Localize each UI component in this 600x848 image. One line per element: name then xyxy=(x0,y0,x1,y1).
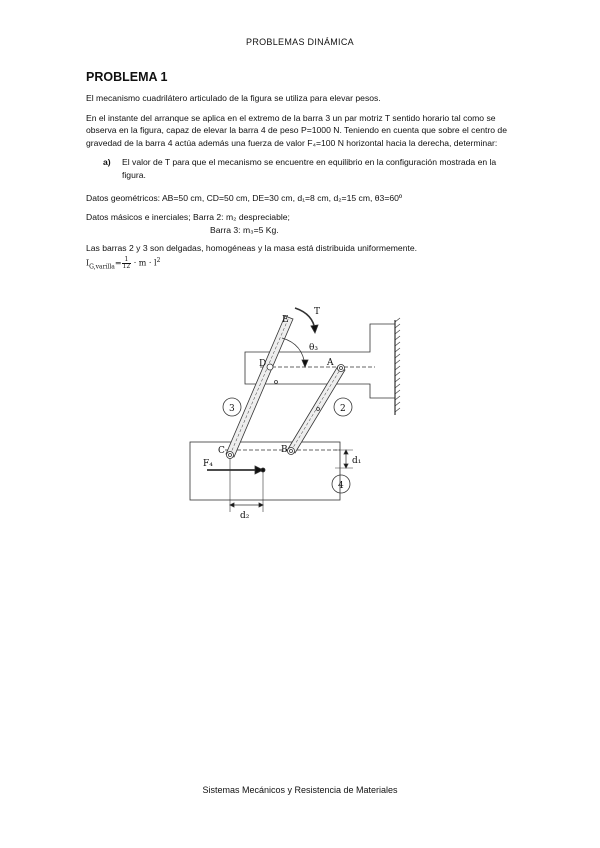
d2-arrow-right xyxy=(259,503,263,507)
question-item-a xyxy=(86,156,516,181)
mass-data-line1: Datos másicos e inerciales; Barra 2: m₂ despreciable; xyxy=(86,212,290,223)
formula-rhs: · m · l xyxy=(133,258,157,268)
label-a: A xyxy=(327,358,334,368)
label-theta: θ₃ xyxy=(309,343,319,353)
d2-arrow-left xyxy=(230,503,234,507)
label-d: D xyxy=(259,359,267,369)
problem-content xyxy=(86,70,516,274)
mechanism-figure xyxy=(185,300,405,530)
page-header: PROBLEMAS DINÁMICA xyxy=(246,37,354,47)
mass-data xyxy=(86,211,516,236)
joint-d xyxy=(267,364,273,370)
label-t: T xyxy=(314,307,321,317)
joint-a xyxy=(338,365,345,372)
formula-lhs: I xyxy=(86,258,90,268)
d1-arrow-top xyxy=(344,450,348,454)
bar3-link xyxy=(226,316,293,457)
bars-note: Las barras 2 y 3 son delgadas, homogéneas y la masa está distribuida uniformemente. xyxy=(86,243,418,254)
item-marker: a) xyxy=(103,157,111,168)
geometric-data: Datos geométricos: AB=50 cm, CD=50 cm, DE=30 cm, d₁=8 cm, d₂=15 cm, θ3=60º xyxy=(86,192,403,203)
problem-title: PROBLEMA 1 xyxy=(86,70,168,84)
label-e: E xyxy=(282,315,289,325)
label-d2: d₂ xyxy=(240,511,250,521)
bar3-centerline xyxy=(230,317,289,455)
label-bar3: 3 xyxy=(229,404,235,414)
label-f4: F₄ xyxy=(203,459,213,469)
intro-paragraph: El mecanismo cuadrilátero articulado de la figura se utiliza para elevar pesos. xyxy=(86,93,381,103)
d1-arrow-bottom xyxy=(344,464,348,468)
label-c: C xyxy=(218,446,225,456)
label-b: B xyxy=(281,445,288,455)
formula-equals: = xyxy=(114,258,122,268)
label-d1: d₁ xyxy=(352,456,362,466)
page-footer: Sistemas Mecánicos y Resistencia de Materiales xyxy=(202,785,398,795)
torque-arrowhead xyxy=(311,325,318,333)
joint-b xyxy=(288,448,295,455)
cg-bar4 xyxy=(261,468,265,472)
formula-fraction xyxy=(122,257,132,270)
wall-hatch xyxy=(395,318,400,412)
mechanism-diagram xyxy=(185,300,405,530)
formula-power: 2 xyxy=(156,256,161,264)
inertia-formula xyxy=(86,255,516,274)
cg-bar3 xyxy=(275,381,278,384)
statement-paragraph: En el instante del arranque se aplica en el extremo de la barra 3 un par motriz T sentido horario tal como se observa en la figura, capaz de elevar la barra 4 de peso P=1000 N. Teniendo en cuenta que sobre el centro de gravedad de la barra 4 actúa además una fuerza de valor F₄=100 N horizontal hacia la derecha, determinar: xyxy=(86,112,507,148)
fraction-numerator: 1 xyxy=(122,257,132,264)
formula-subscript: G,varilla xyxy=(89,263,115,271)
item-text: El valor de T para que el mecanismo se encuentre en equilibrio en la configuración mostrada en la figura. xyxy=(122,157,497,180)
theta-arrowhead xyxy=(302,360,308,367)
label-bar4: 4 xyxy=(338,481,344,491)
fraction-denominator: 12 xyxy=(122,263,131,271)
label-bar2: 2 xyxy=(340,404,346,414)
joint-c xyxy=(227,452,234,459)
mass-data-line2: Barra 3: m₃=5 Kg. xyxy=(210,224,279,235)
